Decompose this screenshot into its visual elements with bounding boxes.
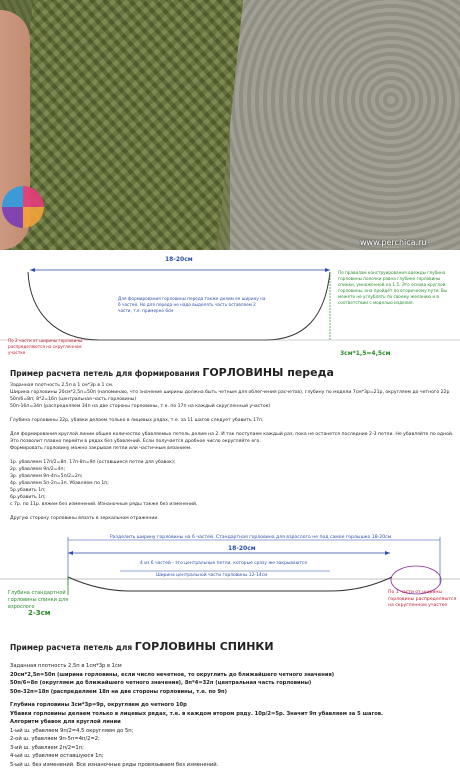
site-logo-icon: [2, 186, 44, 228]
width-label-2: 18-20см: [228, 545, 256, 552]
front-line: Другую сторону горловины вязать в зеркальном отражении.: [10, 516, 159, 521]
front-line: Это позволит плавно перейти в рядах без убавлений. Если получается дробное число округляйте его.: [10, 439, 261, 444]
back-center-text-2: Ширина центральной части горловины 12-14см: [156, 573, 268, 578]
back-section-title: [10, 640, 274, 653]
front-calc-text: [10, 382, 453, 522]
front-line: 5р.убавить 1п;: [10, 488, 46, 493]
front-line: Глубина горловины 22р, убавки делаем только в лицевых рядах, т.е. за 11 шагов следует убавить 17п.: [10, 418, 264, 423]
front-line: 4р. убавляем 5п-2п=3п. Убавляем по 1п;: [10, 481, 109, 486]
back-line: 50п/6=8п (округляем до ближайшего четного значения), 8п*4=32п (центральная часть горловины): [10, 680, 312, 686]
back-line: 50п-32п=18п (распределяем 18п на две стороны горловины, т.е. по 9п): [10, 688, 228, 695]
front-line: 3р. убавляем 9п-4п=5п/2=2п;: [10, 474, 83, 479]
front-line: [10, 410, 453, 417]
front-line: 6р.убавить 1п;: [10, 495, 46, 500]
front-line: Ширина горловины 20см*2,5п=50п (напоминаю, что значение ширины должна быть четным для облегчения расчетов), глубину по модели 7см*3р=21р, округляем до четного 22р: [10, 390, 450, 395]
front-line: с 7р. по 11р. вяжем без изменений. Изнаночные ряды также без изменений.: [10, 502, 198, 507]
back-left-value: 2-3см: [28, 609, 51, 617]
back-title-big: ГОРЛОВИНЫ СПИНКИ: [134, 640, 274, 653]
front-line: 2р. убавляем 9п/2=4п;: [10, 467, 66, 472]
back-line: 3-ий ш. убавляем 2п/2=1п;: [10, 744, 84, 751]
back-title-prefix: Пример расчета петель для: [10, 643, 133, 652]
front-depth-label: 3см*1,5=4,5см: [340, 350, 391, 357]
front-left-text: По 2 части от ширины горловины распределяются на скругленном участке: [8, 338, 83, 355]
front-line: 50п/6=8п; 8*2=16п (центральная часть горловины): [10, 397, 137, 402]
back-line: 5-ый ш. без изменений. Все изнаночные ряды провязываем без изменений.: [10, 761, 219, 768]
back-calc-text: [10, 662, 383, 769]
back-center-text-1: 4 из 6 частей - это центральные петли, которые сразу же закрываются: [140, 561, 307, 566]
back-line: 1-ый ш. убавляем 9п/2=4,5 округляем до 5п;: [10, 727, 134, 734]
watermark: www.perchica.ru: [360, 238, 427, 247]
front-title-prefix: Пример расчета петель для формирования: [10, 369, 200, 378]
back-line: 20см*2,5п=50п (ширина горловины, если число нечетное, то округлить до ближайшего четного значения): [10, 671, 335, 678]
front-title-big: ГОРЛОВИНЫ переда: [202, 366, 334, 379]
front-line: Для формирования круглой линии общее количество убавляемых петель делим на 2. И так поступаем каждый раз, пока не останется последние 2-3 петли. Не убавляйте по одной.: [10, 432, 454, 437]
back-top-text: Разделить ширину горловины на 6 частей. Стандартная горловина для взрослого не под самое горлышко 18-20см: [110, 535, 392, 540]
width-label-1: 18-20см: [165, 256, 193, 263]
back-right-text: По 1 части от ширины горловины распределяются на скругленном участке: [388, 590, 457, 608]
front-right-text: По правилам конструирования одежды глубина горловины полочки равна глубине горловины спинки, умноженной на 1.5. Это основа круглой горловины, она пройдёт по вторичному пути. Вы можете не углублять по своему желанию и в соответствии с моделью изделия.: [338, 270, 448, 305]
back-line: Глубина горловины 3см*3р=9р, округляем до четного 10р: [10, 702, 187, 708]
back-line: Убавки горловины делаем только в лицевых рядах, т.е. в каждом втором ряду. 10р/2=5р. Значит 9п убавляем за 5 шагов.: [10, 710, 384, 717]
grey-knit-texture: [230, 0, 460, 250]
back-line: 2-ой ш. убавляем 9п-5п=4п/2=2;: [10, 736, 100, 742]
back-left-text: Глубина стандартной горловины спинки для взрослого: [8, 590, 69, 610]
front-line: Формировать горловину можно закрывая петли или частичным вязанием.: [10, 446, 192, 451]
front-section-title: [10, 366, 334, 379]
knitting-photo: [0, 0, 460, 250]
front-line: [10, 508, 453, 515]
back-line: Алгоритм убавок для круглой линии: [10, 719, 121, 725]
front-line: [10, 424, 453, 431]
front-line: 50п-16п=34п (распределяем 34п на две стороны горловины, т.е. по 17п на каждый скругленный участок): [10, 404, 271, 409]
back-line: 4-ый ш. убавляем оставшуюся 1п;: [10, 753, 104, 759]
front-line: Заданная плотность 2,5п в 1 см*3р в 1 см.: [10, 383, 114, 388]
front-line: 1р. убавляем 17п/2=8п. 17п-8п=9п (оставшиеся петли для убавок);: [10, 460, 176, 465]
front-center-text: Для формирования горловины переда также делим ее ширину на 6 частей. Но для переда не надо выделять часть оставляем 2 части, т.е. примерно 6см: [118, 296, 266, 313]
back-line: Заданная плотность 2,5п в 1см*3р в 1см: [10, 663, 122, 669]
back-neckline-diagram: [0, 525, 460, 640]
front-line: [10, 452, 453, 459]
